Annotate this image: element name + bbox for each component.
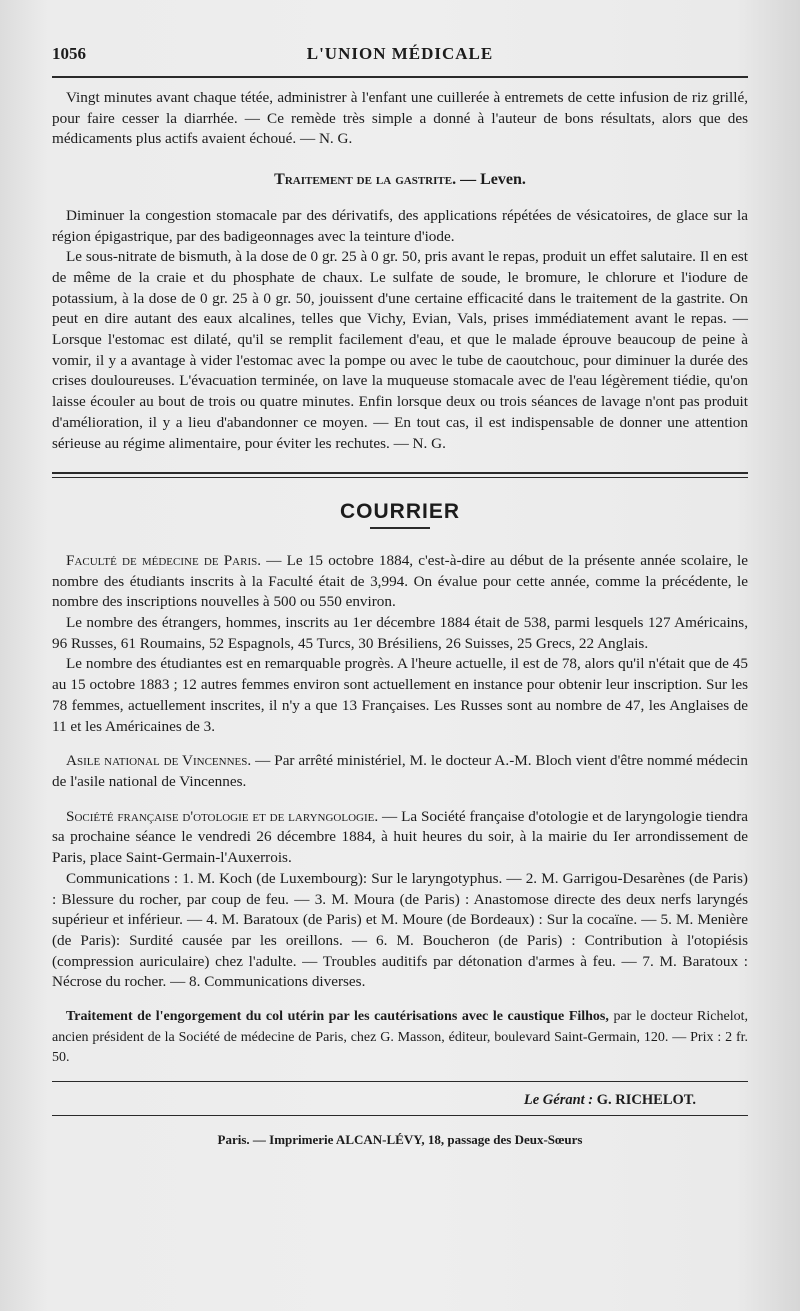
courrier-underline — [370, 527, 430, 529]
gastrite-paragraph-1: Diminuer la congestion stomacale par des dérivatifs, des applications répétées de vésicatoires, de glace sur la région épigastrique, par des badigeonnages avec la teinture d'iode. — [52, 206, 748, 245]
societe-communications: Communications : 1. M. Koch (de Luxembourg): Sur le laryngotyphus. — 2. M. Garrigou-Desarènes (de Paris) : Blessure du rocher, par coup de feu. — 3. M. Moura (de Paris) : Anastomose directe des deux nerfs laryngés supérieur et inférieur. — 4. M. Baratoux (de Paris) et M. Moure (de Bordeaux) : Sur la cocaïne. — 5. M. Menière (de Paris): Surdité causée par les oreillons. — 6. M. Boucheron (de Paris) : Contribution à l'otopiésis (compression auriculaire) chez l'adulte. — Troubles auditifs par détonation d'armes à feu. — 7. M. Baratoux : Nécrose du rocher. — 8. Communications diverses. — [52, 869, 748, 991]
faculte-heading: Faculté de médecine de Paris. — [66, 551, 262, 569]
header-rule — [52, 76, 748, 78]
advertisement-text: par le docteur Richelot, ancien président de la Société de médecine de Paris, chez G. Masson, éditeur, boulevard Saint-Germain, 120. — Prix : 2 fr. 50. — [52, 1009, 748, 1066]
gerant-label: Le Gérant : — [523, 1092, 594, 1109]
gastrite-title: Traitement de la gastrite. — [274, 171, 457, 189]
spacer — [52, 793, 748, 807]
societe-text: — La Société française d'otologie et de laryngologie tiendra sa prochaine séance le vendredi 26 décembre 1884, à huit heures du soir, à la mairie du Ier arrondissement de Paris, place Saint-Germain-l'Auxerrois. — [52, 807, 748, 867]
gerant-line — [52, 1090, 696, 1111]
asile-heading: Asile national de Vincennes. — [66, 752, 252, 770]
imprint-line: Paris. — Imprimerie ALCAN-LÉVY, 18, passage des Deux-Sœurs — [217, 1131, 583, 1147]
faculte-paragraph-2: Le nombre des étrangers, hommes, inscrits au 1er décembre 1884 était de 538, parmi lesquels 127 Américains, 96 Russes, 61 Roumains, 52 Espagnols, 45 Turcs, 30 Brésiliens, 26 Suisses, 25 Grecs, 22 Anglais. — [52, 614, 748, 652]
advertisement — [52, 1007, 748, 1069]
gerant-name: G. RICHELOT. — [596, 1092, 696, 1109]
gastrite-paragraph-2: Le sous-nitrate de bismuth, à la dose de 0 gr. 25 à 0 gr. 50, pris avant le repas, produit un effet salutaire. Il en est de même de la craie et du phosphate de chaux. Le sulfate de soude, le bromure, le chlorure et l'iodure de potassium, à la dose de 0 gr. 25 à 0 gr. 50, jouissent d'une certaine efficacité dans le traitement de la gastrite. On peut en dire autant des eaux alcalines, telles que Vichy, Evian, Vals, prises immédiatement avant le repas. — Lorsque l'estomac est dilaté, qu'il se remplit facilement d'eau, et que le malade éprouve beaucoup de peine à vomir, il y a avantage à vider l'estomac avec la pompe ou avec le tube de caoutchouc, pour diminuer la durée des crises douloureuses. L'évacuation terminée, on lave la muqueuse stomacale avec de l'eau légèrement tiédie, qu'on laisse écouler au bout de trois ou quatre minutes. Enfin lorsque deux ou trois séances de lavage n'ont pas produit d'amélioration, il y a lieu d'abandonner ce moyen. — En tout cas, il est indispensable de donner une attention sérieuse au régime alimentaire, pour éviter les rechutes. — N. G. — [52, 248, 748, 452]
intro-paragraph: Vingt minutes avant chaque tétée, administrer à l'enfant une cuillerée à entremets de cette infusion de riz grillé, pour faire cesser la diarrhée. — Ce remède très simple a donné à l'auteur de bons résultats, alors que des médicaments plus actifs avaient échoué. — N. G. — [52, 89, 748, 148]
spacer — [52, 737, 748, 751]
spacer — [52, 993, 748, 1007]
faculte-text-1: — Le 15 octobre 1884, c'est-à-dire au début de la présente année scolaire, le nombre des étudiants inscrits à la Faculté était de 3,994. On évalue pour cette année, comme la précédente, le nombre des inscriptions nouvelles à 500 ou 550 environ. — [52, 551, 748, 611]
asile-paragraph — [52, 751, 748, 792]
faculte-paragraph-3: Le nombre des étudiantes est en remarquable progrès. A l'heure actuelle, il est de 78, alors qu'il n'était que de 45 au 15 octobre 1883 ; 12 autres femmes environ sont actuellement en instance pour obtenir leur inscription. Sur les 78 femmes, actuellement inscrites, il n'y a que 13 Françaises. Les Russes sont au nombre de 47, les Anglaises de 11 et les Américaines de 3. — [52, 655, 748, 735]
footer-rule — [52, 1081, 748, 1082]
page-content — [52, 88, 748, 1151]
societe-heading: Société française d'otologie et de laryngologie. — [66, 807, 379, 825]
footer-rule-bottom — [52, 1115, 748, 1116]
courrier-title: COURRIER — [339, 500, 460, 524]
journal-title: L'UNION MÉDICALE — [306, 44, 494, 63]
asile-text: — Par arrêté ministériel, M. le docteur A.-M. Bloch vient d'être nommé médecin de l'asile national de Vincennes. — [52, 752, 748, 790]
gastrite-author: — Leven. — [460, 171, 526, 189]
faculte-paragraph-1 — [52, 551, 748, 613]
page-number: 1056 — [52, 44, 86, 63]
gastrite-heading — [52, 170, 748, 191]
section-double-rule — [52, 472, 748, 478]
page-header — [52, 44, 748, 74]
advertisement-title: Traitement de l'engorgement du col utérin par les cautérisations avec le caustique Filhos, — [66, 1009, 609, 1025]
societe-paragraph — [52, 807, 748, 869]
